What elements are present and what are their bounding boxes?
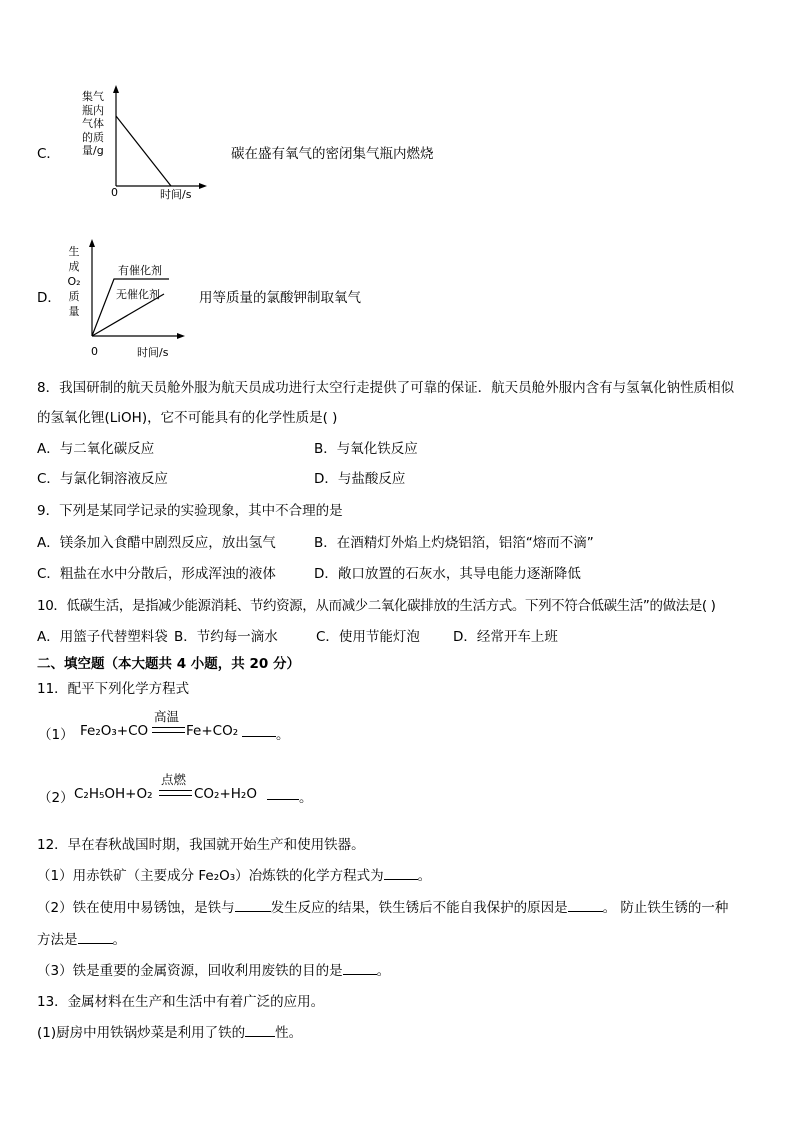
q12-part2-text-a: （2）铁在使用中易锈蚀，是铁与 xyxy=(37,900,235,916)
chart-d-y-label-line: O₂ xyxy=(67,275,81,288)
q12-part3-text: （3）铁是重要的金属资源，回收利用废铁的目的是 xyxy=(37,963,343,979)
mass-time-graph-c xyxy=(100,82,215,197)
chart-c-x-axis-label: 时间/s xyxy=(160,188,192,201)
q9-option-c: C．粗盐在水中分散后，形成浑浊的液体 xyxy=(37,566,276,582)
q12-part3-end: 。 xyxy=(376,963,391,979)
chart-c-y-arrow-icon xyxy=(113,85,119,93)
chart-c-y-label-line: 瓶内 xyxy=(82,103,104,117)
q11-eq2-answer-blank[interactable] xyxy=(267,786,299,804)
q8-stem-line2: 的氢氧化锂(LiOH)，它不可能具有的化学性质是( ) xyxy=(37,410,338,426)
q12-part1-line xyxy=(37,864,431,884)
q11-eq1-condition: 高温 xyxy=(154,709,180,724)
q11-eq1-number: （1） xyxy=(38,727,74,743)
q11-eq2-number: （2） xyxy=(38,790,74,806)
q10-option-a: A．用篮子代替塑料袋 xyxy=(37,629,168,645)
q12-part1-text: （1）用赤铁矿（主要成分 Fe₂O₃）冶炼铁的化学方程式为 xyxy=(37,868,384,884)
q13-part1-line xyxy=(37,1021,302,1041)
chart-d-origin: 0 xyxy=(91,345,98,358)
q10-option-b: B．节约每一滴水 xyxy=(174,629,278,645)
q11-eq2-products: CO₂+H₂O xyxy=(194,786,257,802)
q10-option-d: D．经常开车上班 xyxy=(453,629,558,645)
chart-d-y-arrow-icon xyxy=(89,239,95,247)
q12-part2-text-b: 发生反应的结果，铁生锈后不能自我保护的原因是 xyxy=(270,900,568,916)
chart-d-x-arrow-icon xyxy=(177,333,185,339)
q11-eq2-reactants: C₂H₅OH+O₂ xyxy=(74,786,153,802)
q12-stem: 12．早在春秋战国时期，我国就开始生产和使用铁器。 xyxy=(37,837,365,853)
q9-option-a: A．镁条加入食醋中剧烈反应，放出氢气 xyxy=(37,535,276,551)
q10-option-c: C．使用节能灯泡 xyxy=(316,629,420,645)
q8-option-c: C．与氯化铜溶液反应 xyxy=(37,471,168,487)
q9-option-b: B．在酒精灯外焰上灼烧铝箔，铝箔“熔而不滴” xyxy=(314,535,594,551)
q12-part2-text-c: 。 防止铁生锈的一种 xyxy=(602,900,729,916)
option-c-description: 碳在盛有氧气的密闭集气瓶内燃烧 xyxy=(231,146,434,162)
q8-option-a: A．与二氧化碳反应 xyxy=(37,441,155,457)
q13-part1-end: 性。 xyxy=(275,1025,303,1041)
option-d-description: 用等质量的氯酸钾制取氧气 xyxy=(199,290,361,306)
chart-d-y-label-line: 成 xyxy=(68,260,80,273)
chart-d-no-catalyst-label: 无催化剂 xyxy=(116,288,160,301)
section-heading: 二、填空题（本大题共 4 小题，共 20 分） xyxy=(37,656,300,672)
chart-d-y-label-line: 质 xyxy=(68,290,80,303)
q11-eq1-period: 。 xyxy=(276,727,290,743)
q12-part2-blank3[interactable] xyxy=(78,930,113,944)
chart-d-y-label-line: 量 xyxy=(68,305,80,318)
q9-option-d: D．敞口放置的石灰水，其导电能力逐渐降低 xyxy=(314,566,581,582)
chart-c-y-label-line: 集气 xyxy=(82,90,104,103)
option-d-label: D． xyxy=(37,290,61,306)
option-c-label: C． xyxy=(37,146,60,162)
q12-part3-blank[interactable] xyxy=(343,961,377,975)
q12-part2-blank1[interactable] xyxy=(235,898,271,912)
chart-c-y-label-line: 气体 xyxy=(82,117,104,130)
chart-c-origin: 0 xyxy=(111,186,118,199)
chart-c-y-label-line: 量/g xyxy=(82,144,104,157)
q8-stem-line1: 8．我国研制的航天员舱外服为航天员成功进行太空行走提供了可靠的保证．航天员舱外服内含有与氢氧化钠性质相似 xyxy=(37,380,735,396)
q11-stem: 11．配平下列化学方程式 xyxy=(37,681,190,697)
q12-part2-line xyxy=(37,896,728,916)
chart-d-y-label-line: 生 xyxy=(68,245,80,258)
q11-eq2-condition: 点燃 xyxy=(161,772,187,787)
chart-d-catalyst-label: 有催化剂 xyxy=(118,264,162,277)
q11-eq1-reactants: Fe₂O₃+CO xyxy=(80,723,149,739)
chart-d-y-axis-label xyxy=(66,244,82,319)
q12-part3-line xyxy=(37,959,390,979)
q9-stem: 9．下列是某同学记录的实验现象，其中不合理的是 xyxy=(37,503,343,519)
chart-c-x-arrow-icon xyxy=(199,183,207,189)
q12-part1-blank[interactable] xyxy=(384,866,418,880)
q13-part1-text: (1)厨房中用铁锅炒菜是利用了铁的 xyxy=(37,1025,246,1041)
q12-part2-text-d: 方法是 xyxy=(37,932,78,948)
q12-part2-blank2[interactable] xyxy=(568,898,603,912)
q11-eq1-answer-blank[interactable] xyxy=(242,723,276,741)
q11-eq2-period: 。 xyxy=(299,790,313,806)
chart-d-x-axis-label: 时间/s xyxy=(137,346,169,359)
q13-part1-blank[interactable] xyxy=(245,1023,275,1037)
q11-eq1-products: Fe+CO₂ xyxy=(186,723,239,739)
q11-eq1-equals-sign xyxy=(152,727,185,733)
q12-part2-line2 xyxy=(37,928,126,948)
chart-c-y-label-line: 的质 xyxy=(82,130,104,144)
q12-part2-end: 。 xyxy=(112,932,126,948)
q12-part1-end: 。 xyxy=(417,868,432,884)
q8-option-d: D．与盐酸反应 xyxy=(314,471,406,487)
q10-stem: 10．低碳生活，是指减少能源消耗、节约资源，从而减少二氧化碳排放的生活方式。下列不符合低碳生活”的做法是( ) xyxy=(37,598,716,614)
chart-c-line xyxy=(116,116,171,186)
q11-eq2-equals-sign xyxy=(159,790,192,796)
q8-option-b: B．与氧化铁反应 xyxy=(314,441,418,457)
q13-stem: 13．金属材料在生产和生活中有着广泛的应用。 xyxy=(37,994,325,1010)
